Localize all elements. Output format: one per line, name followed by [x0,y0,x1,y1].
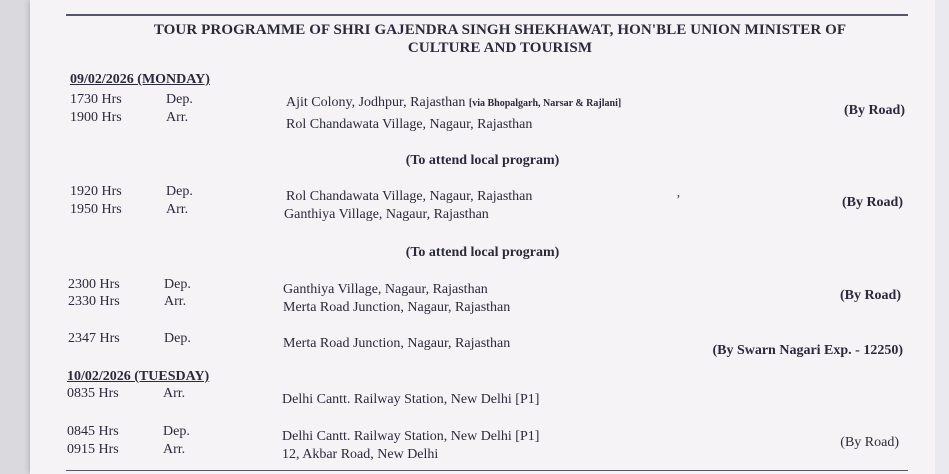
row-type: Arr. [164,294,187,309]
top-rule [66,14,908,16]
travel-mode: (By Road) [841,195,903,210]
day-heading: 10/02/2026 (TUESDAY) [67,369,210,384]
row-type: Dep. [166,184,193,199]
row-place: Ganthiya Village, Nagaur, Rajasthan [283,282,488,297]
row-type: Arr. [163,442,186,457]
row-place: Rol Chandawata Village, Nagaur, Rajasthan [286,117,533,132]
row-place: Merta Road Junction, Nagaur, Rajasthan [283,300,511,315]
row-type: Arr. [166,110,189,125]
program-note: (To attend local program) [405,153,560,168]
row-type: Arr. [166,202,189,217]
row-place: Merta Road Junction, Nagaur, Rajasthan [283,336,511,351]
day-heading: 09/02/2026 (MONDAY) [70,72,210,87]
row-type: Dep. [164,331,191,346]
row-place: Delhi Cantt. Railway Station, New Delhi [P1] [282,429,540,444]
document-page [30,0,935,474]
row-place: 12, Akbar Road, New Delhi [282,447,439,462]
row-time: 1950 Hrs [70,202,122,217]
bottom-rule [66,470,908,471]
row-time: 0835 Hrs [67,386,119,401]
row-time: 2347 Hrs [68,331,120,346]
title-line-1: TOUR PROGRAMME OF SHRI GAJENDRA SINGH SHEKHAWAT, HON'BLE UNION MINISTER OF [153,22,847,38]
background-edge [935,0,949,474]
row-type: Dep. [166,92,193,107]
row-type: Dep. [164,277,191,292]
ink-mark: ’ [676,193,681,208]
row-time: 0915 Hrs [67,442,119,457]
row-via: [via Bhopalgarh, Narsar & Rajlani] [468,98,622,109]
row-time: 0845 Hrs [67,424,119,439]
row-type: Dep. [163,424,190,439]
travel-mode: (By Road) [839,288,901,303]
travel-mode: (By Road) [840,435,899,450]
row-place: Ajit Colony, Jodhpur, Rajasthan [via Bhopalgarh, Narsar & Rajlani] [286,95,622,110]
travel-mode: (By Swarn Nagari Exp. - 12250) [712,343,903,358]
row-time: 1730 Hrs [70,92,122,107]
row-time: 1920 Hrs [70,184,122,199]
row-time: 2300 Hrs [68,277,120,292]
row-time: 2330 Hrs [68,294,120,309]
row-time: 1900 Hrs [70,110,122,125]
row-place: Ganthiya Village, Nagaur, Rajasthan [284,207,489,222]
row-place: Rol Chandawata Village, Nagaur, Rajasthan [286,189,533,204]
row-place: Delhi Cantt. Railway Station, New Delhi [P1] [282,392,540,407]
title-line-2: CULTURE AND TOURISM [407,40,593,56]
travel-mode: (By Road) [843,103,905,118]
row-type: Arr. [163,386,186,401]
program-note: (To attend local program) [405,245,560,260]
